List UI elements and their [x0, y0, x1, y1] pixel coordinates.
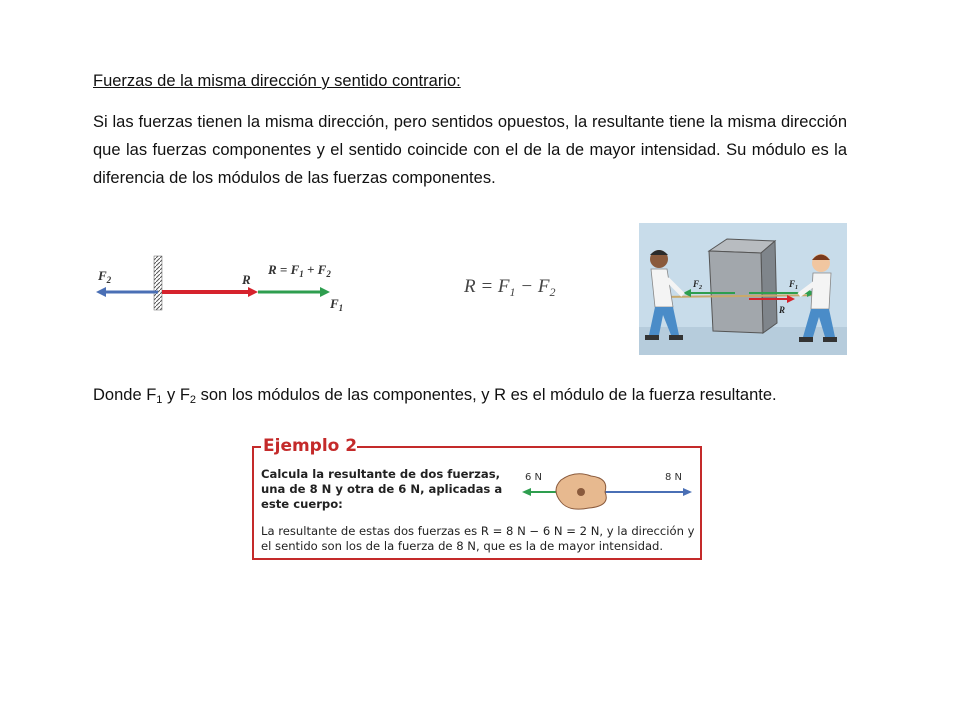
- resultant-formula: [460, 268, 570, 304]
- f1-label: $F_1$: [330, 296, 344, 313]
- f2-arrowhead: [96, 287, 106, 297]
- example-question: Calcula la resultante de dos fuerzas, una de 8 N y otra de 6 N, aplicadas a este cuerpo:: [261, 467, 503, 511]
- f1-arrowhead: [320, 287, 330, 297]
- label-6n: 6 N: [525, 472, 543, 483]
- stone-block-side: [761, 241, 777, 333]
- force-6n-arrowhead: [522, 488, 531, 496]
- f2-label: $F_2$: [98, 268, 112, 285]
- explanation-paragraph: Si las fuerzas tienen la misma dirección, pero sentidos opuestos, la resultante tiene la misma dirección que las fuerzas componentes y el sentido coincide con el de la de mayor intensidad. Su módulo es la diferencia de los módulos de las fuerzas componentes.: [93, 113, 847, 187]
- example-title: Ejemplo 2: [263, 436, 358, 456]
- illus-f2-label: $F_2$: [693, 279, 703, 291]
- example-box: [251, 438, 703, 561]
- section-heading: Fuerzas de la misma dirección y sentido contrario:: [93, 72, 461, 90]
- r-arrowhead: [248, 287, 258, 297]
- tug-of-war-illustration: [639, 223, 847, 355]
- r-label: R: [242, 272, 251, 287]
- body-forces-diagram: [517, 466, 697, 518]
- body-point: [577, 488, 585, 496]
- svg-text:R = F1 − F2: $R = F_1 - F_2$: [464, 276, 556, 299]
- force-8n-arrowhead: [683, 488, 692, 496]
- force-vector-diagram: [92, 254, 352, 314]
- equation-label: $R = F_1 + F_2$: [268, 262, 331, 279]
- illus-r-label: R: [779, 305, 786, 315]
- example-answer: La resultante de estas dos fuerzas es R = 8 N − 6 N = 2 N, y la dirección y el sentido son los de la fuerza de 8 N, que es la de mayor intensidad.: [261, 524, 695, 553]
- definition-sentence: Donde $F_1$ y $F_2$ son los módulos de las componentes, y R es el módulo de la fuerza resultante.: [93, 386, 777, 406]
- illus-f1-label: $F_1$: [789, 279, 799, 291]
- wall-hatch: [154, 256, 162, 310]
- label-8n: 8 N: [665, 472, 683, 483]
